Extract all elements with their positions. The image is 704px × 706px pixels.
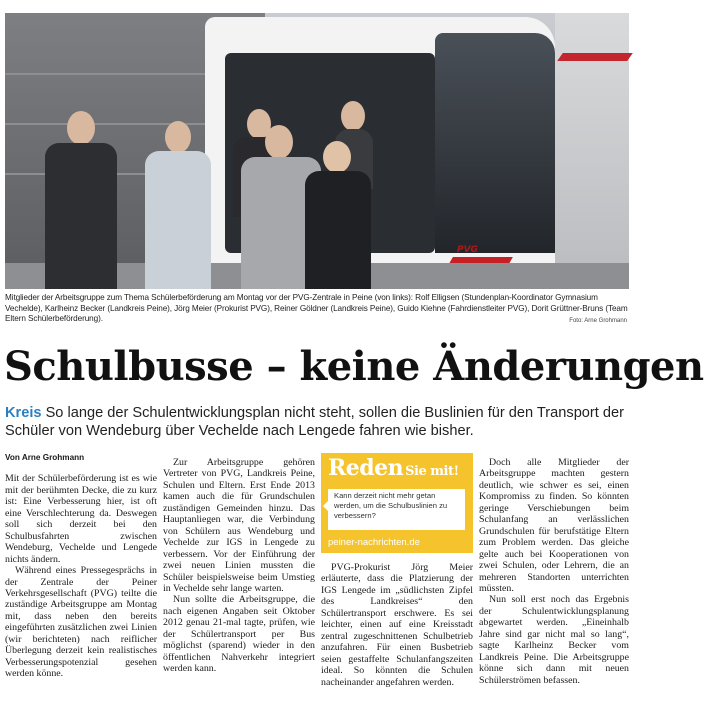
paragraph: PVG-Prokurist Jörg Meier erläuterte, dass die Platzierung der IGS Lengede im „südlichsten Zipfel des Landkreises“ den Schülertransport erschwere. Es sei leichter, einen auf eine Kreisstadt zentral zugeschnittenen Schulbetrieb anzufahren. Für einen Busbetrieb seien gestaffelte Schulanfangszeiten ideal. So könnten die Schulen nacheinander angefahren werden.: [321, 562, 473, 688]
promo-link[interactable]: peiner-nachrichten.de: [328, 537, 420, 548]
article-column-3: [321, 562, 473, 688]
photo-credit: Foto: Arne Grohmann: [569, 318, 627, 324]
paragraph: Doch alle Mitglieder der Arbeitsgruppe machten gestern deutlich, wie schwer es sei, einen Kompromiss zu finden. So könnten geringe Verschiebungen beim Schulanfang an verlässlichen Grundschulen für berufstätige Eltern zum Problem werden. Das gleiche gelte auch bei Kooperationen von zwei Schulen, oder Lehrern, die an mehreren Standorten unterrichten müssten.: [479, 457, 629, 594]
building-logo: [557, 53, 633, 61]
intro-keyword: Kreis: [5, 405, 42, 421]
article-photo: [5, 13, 629, 289]
photo-caption: Mitglieder der Arbeitsgruppe zum Thema Schülerbeförderung am Montag vor der PVG-Zentrale in Peine (von links): Rolf Elligsen (Stundenplan-Koordinator Gymnasium Vechelde), Karlheinz Becker (Landkreis Peine), Jörg Meier (Prokurist PVG), Reiner Göldner (Landkreis Peine), Guido Kiehne (Fahrdienstleiter PVG), Dorit Grüttner-Bruns (Team Eltern Schülerbeförderung).: [5, 293, 628, 324]
byline: Von Arne Grohmann: [5, 453, 85, 462]
paragraph: Mit der Schülerbeförderung ist es wie mit der berühmten Decke, die zu kurz ist: Eine Verbesserung hier, ist oft eine Verschlechterung da. Deswegen soll sich derzeit bei den Schulbusfahrten zwischen Wendeburg, Vechelde und Lengede nichts ändern.: [5, 473, 157, 565]
intro: [5, 405, 629, 440]
headline: Schulbusse – keine Änderungen: [4, 343, 704, 390]
paragraph: Nun soll erst noch das Ergebnis der Schulentwicklungsplanung abgewartet werden. „Eineinhalb Jahre sind gar nicht mal so lang“, sagte Karlheinz Becker vom Landkreis Peine. Die Arbeitsgruppe könne sich dann mit neuen Schülerströmen befassen.: [479, 594, 629, 686]
bus-logo: PVG: [457, 245, 478, 255]
article-column-4: [479, 457, 629, 686]
intro-text: So lange der Schulentwicklungsplan nicht steht, sollen die Buslinien für den Transport der Schüler von Wendeburg über Vechelde nach Lengede fahren wie bisher.: [5, 405, 624, 439]
paragraph: Zur Arbeitsgruppe gehören Vertreter von PVG, Landkreis Peine, Schulen und Eltern. Erst Ende 2013 kamen auch die für Grundschulen zuständigen Gemeinden hinzu. Das Hauptanliegen war, die Verbindung von Schülern aus Wendeburg und Vechelde zur IGS in Lengede zu verbessern. Vor der Einführung der zwei neuen Linien mussten die Schüler beispielsweise beim Umstieg in Vechelde sehr lange warten.: [163, 457, 315, 594]
bus-windshield: [435, 33, 555, 253]
speech-bubble-arrow-icon: [323, 501, 328, 511]
article-column-1: [5, 452, 157, 680]
article-column-2: [163, 457, 315, 675]
promo-title: Reden Sie mit!: [328, 455, 459, 481]
promo-question: Kann derzeit nicht mehr getan werden, um die Schulbuslinien zu verbessern?: [328, 489, 465, 530]
promo-title-small: Sie mit!: [405, 464, 459, 479]
paragraph: Nun sollte die Arbeitsgruppe, die nach eigenen Angaben seit Oktober 2012 genau 21-mal tagte, prüfen, wie der Schülertransport per Bus möglichst (sparend) wieder in den öffentlichen Nahverkehr integriert werden kann.: [163, 594, 315, 675]
promo-box[interactable]: [321, 453, 473, 553]
paragraph: Während eines Pressegesprächs in der Zentrale der Peiner Verkehrsgesellschaft (PVG) teilte die zuständige Arbeitsgruppe am Montag mit, dass neben den bereits eingeführten zusätzlichen zwei Linien (wir berichteten) nach reiflicher Überlegung derzeit kein realistisches Verbesserungspotenzial gesehen werden könne.: [5, 565, 157, 680]
